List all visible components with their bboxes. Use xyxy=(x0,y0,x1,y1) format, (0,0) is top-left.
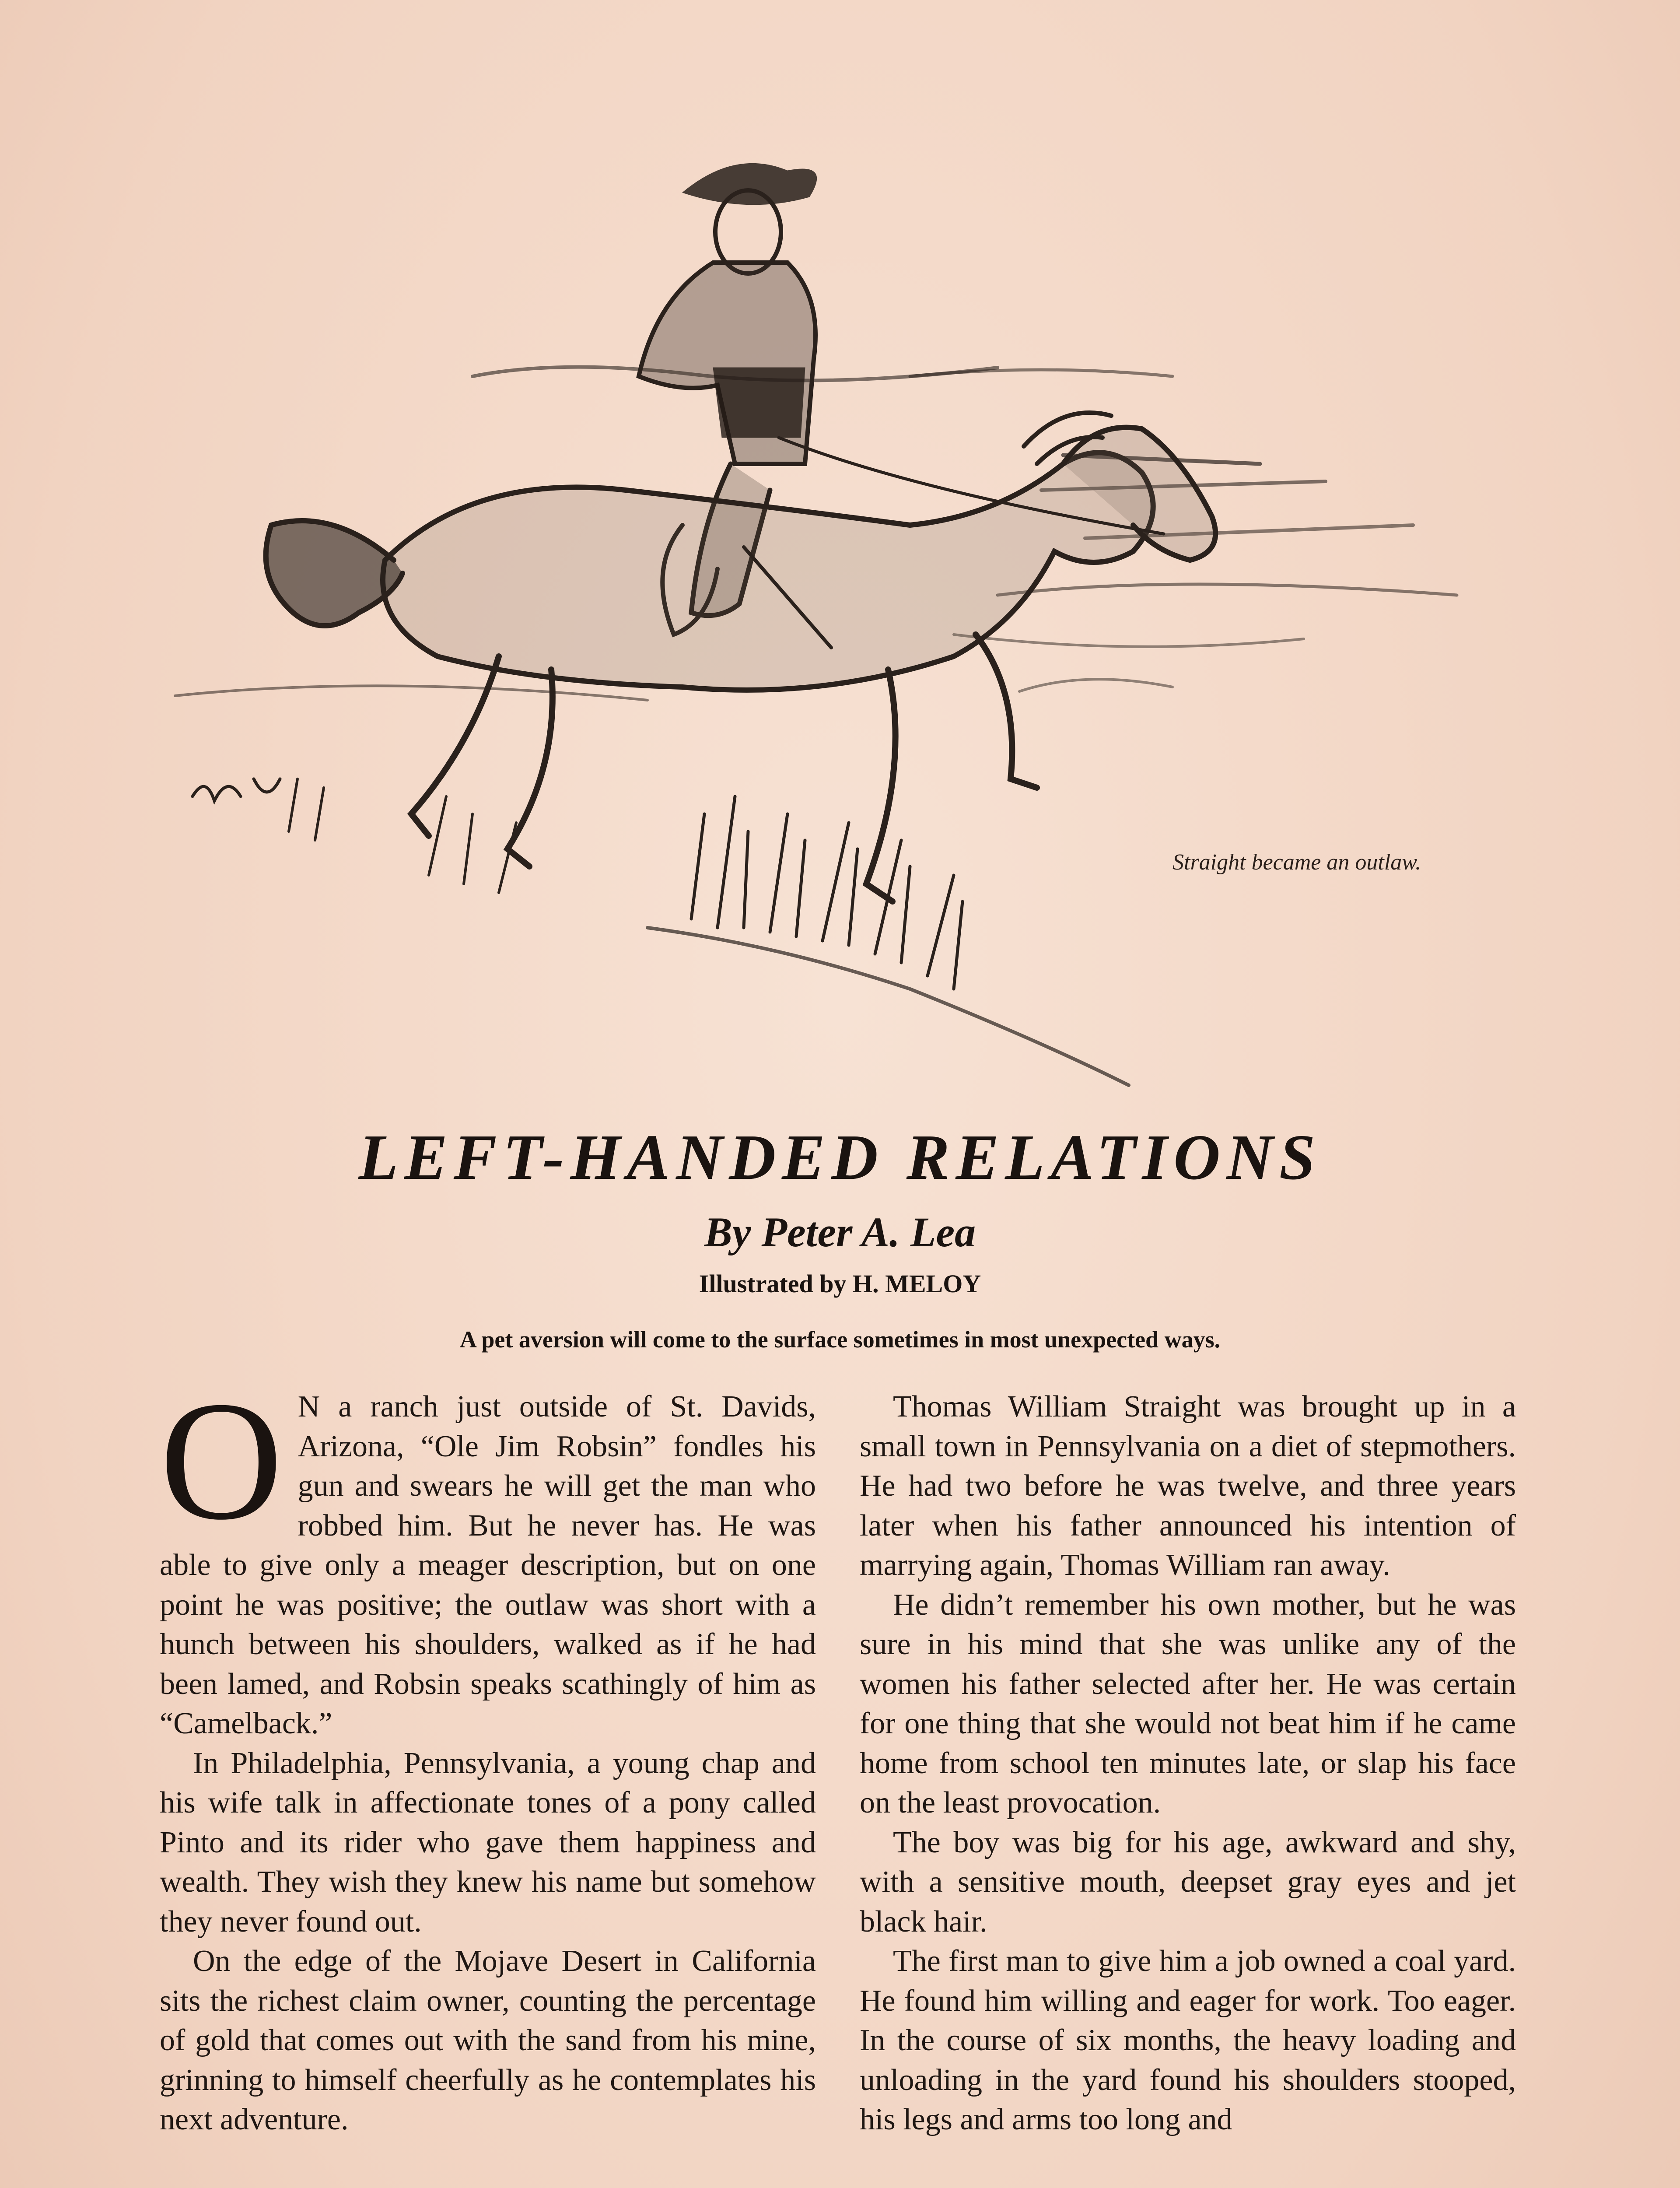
paragraph xyxy=(160,1366,816,1744)
drop-cap: O xyxy=(160,1366,283,1555)
illustrator-credit: Illustrated by H. MELOY xyxy=(699,1269,981,1298)
cowboy-on-horse-illustration xyxy=(166,131,1514,1107)
paragraph: The boy was big for his age, awkward and shy, with a sensitive mouth, deepset gray eyes and jet black hair. xyxy=(860,1825,1516,1939)
paragraph-text: N a ranch just outside of St. Davids, Arizona, “Ole Jim Robsin” fondles his gun and swears he will get the man who robbed him. But he never has. He was able to give only a meager description, but on one point he was positive; the outlaw was short with a hunch between his shoulders, walked as if he had been lamed, and Robsin speaks scathingly of him as “Camelback.” xyxy=(160,1390,816,1740)
author-byline: By Peter A. Lea xyxy=(704,1209,976,1255)
paragraph: The first man to give him a job owned a coal yard. He found him willing and eager for work. Too eager. In the course of six months, the heavy loading and unloading in the yard found his shoulders stooped, his legs and arms too long and xyxy=(860,1944,1516,2136)
left-column xyxy=(160,1366,816,2140)
story-title: LEFT-HANDED RELATIONS xyxy=(358,1122,1322,1193)
right-column xyxy=(860,1387,1516,2140)
paragraph: He didn’t remember his own mother, but he was sure in his mind that she was unlike any of the women his father selected after her. He was certain for one thing that she would not beat him if he came home from school ten minutes late, or slap his face on the least provocation. xyxy=(860,1588,1516,1820)
illustration-caption: Straight became an outlaw. xyxy=(1172,850,1421,875)
paragraph: Thomas William Straight was brought up in a small town in Pennsylvania on a diet of stepmothers. He had two before he was twelve, and three years later when his father announced his intention of marrying again, Thomas William ran away. xyxy=(860,1390,1516,1582)
paragraph: On the edge of the Mojave Desert in California sits the richest claim owner, counting the percentage of gold that comes out with the sand from his mine, grinning to himself cheerfully as he contemplates his next adventure. xyxy=(160,1944,816,2136)
paragraph: In Philadelphia, Pennsylvania, a young chap and his wife talk in affectionate tones of a pony called Pinto and its rider who gave them happiness and wealth. They wish they knew his name but somehow they never found out. xyxy=(160,1746,816,1939)
story-blurb: A pet aversion will come to the surface sometimes in most unexpected ways. xyxy=(459,1326,1221,1353)
